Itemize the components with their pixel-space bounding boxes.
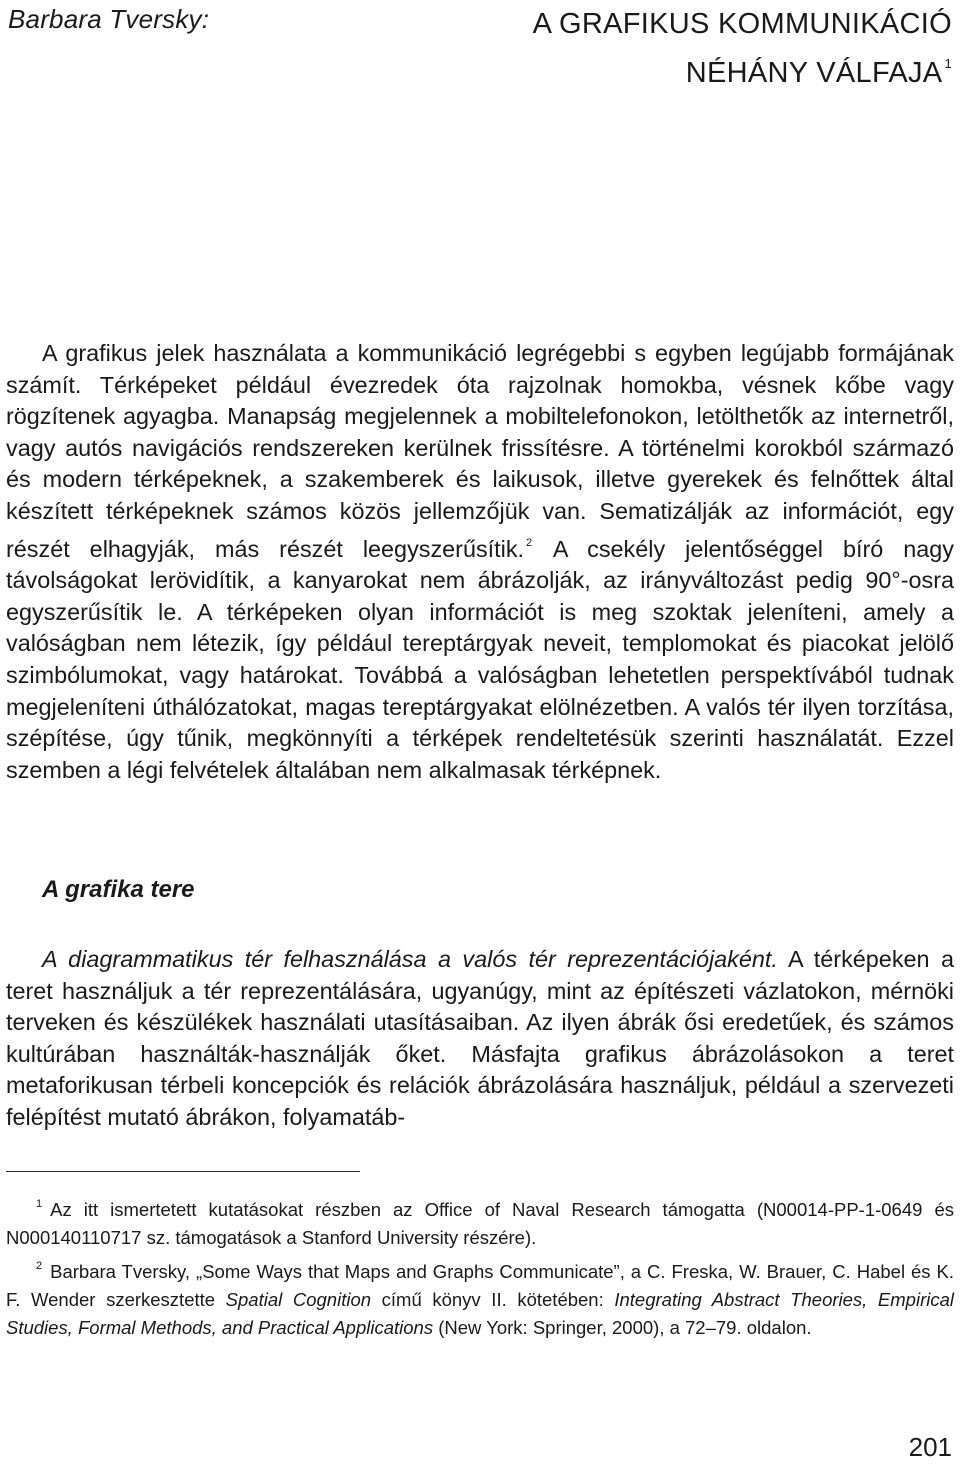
footnote-2-text-c: című könyv II. kötetében: xyxy=(371,1289,615,1310)
title-line-2 xyxy=(392,44,952,93)
page-number: 201 xyxy=(908,1432,952,1462)
section-heading: A grafika tere xyxy=(42,876,195,903)
intro-text-part1: A grafikus jelek használata a kommunikáció legrégebbi s egyben legújabb formájának számít. Térképeket például évezredek óta rajzolnak homokba, vésnek kőbe vagy rögzítenek agyagba. Manapság megjelennek a mobiltelefonokon, letölthetők az internetről, vagy autós navigációs rendszereken kerülnek frissítésre. A történelmi korokból származó és modern térképeknek, a szakemberek és laikusok, illetve gyerekek és felnőttek által készített térképeknek számos közös jellemzőjük van. Sematizálják az információt, egy részét elhagyják, más részét leegyszerűsítik. xyxy=(6,340,954,562)
footnote-2-text-e: (New York: Springer, 2000), a 72–79. oldalon. xyxy=(433,1317,812,1338)
footnote-1-number: 1 xyxy=(36,1198,43,1210)
footnote-2-book-title: Spatial Cognition xyxy=(225,1289,372,1310)
footnote-2-number: 2 xyxy=(36,1260,43,1272)
intro-paragraph xyxy=(6,338,954,786)
section-paragraph-text xyxy=(6,944,954,1134)
section-paragraph-lead: A diagrammatikus tér felhasználása a valós tér reprezentációjaként. xyxy=(42,946,778,972)
article-title xyxy=(392,4,952,93)
footnotes xyxy=(6,1190,954,1342)
footnote-2-volume-title: Integrating Abstract Theories, Empirical Studies, Formal Methods, and Practical Applications xyxy=(6,1289,954,1338)
section-paragraph-body: A térképeken a teret használjuk a tér reprezentálására, ugyanúgy, mint az építészeti vázlatokon, mérnöki terveken és készülékek használati utasításaiban. Az ilyen ábrák ősi eredetűek, és számos kultúrában használták-használják őket. Másfajta grafikus ábrázolásokon a teret metaforikusan térbeli koncepciók és relációk ábrázolására használjuk, például a szervezeti felépítést mutató ábrákon, folyamatáb- xyxy=(6,946,954,1130)
footnote-2 xyxy=(6,1252,954,1342)
author-name: Barbara Tversky: xyxy=(8,4,210,34)
footnote-1 xyxy=(6,1190,954,1252)
intro-paragraph-text xyxy=(6,338,954,786)
section-paragraph xyxy=(6,944,954,1134)
footnote-2-text-a: Barbara Tversky, „Some Ways that Maps and Graphs Communicate”, a C. Freska, W. Brauer, C. Habel és K. F. Wender szerkesztette xyxy=(6,1261,954,1310)
title-line-1: A GRAFIKUS KOMMUNIKÁCIÓ xyxy=(532,8,952,40)
title-footnote-ref[interactable]: 1 xyxy=(944,56,952,71)
footnote-divider xyxy=(6,1171,360,1172)
title-line-2-text: NÉHÁNY VÁLFAJA xyxy=(685,57,943,89)
footnote-1-text: Az itt ismertetett kutatásokat részben az Office of Naval Research támogatta (N00014-PP-1-0649 és N000140110717 sz. támogatások a Stanford University részére). xyxy=(6,1199,954,1248)
intro-text-part2: A csekély jelentőséggel bíró nagy távolságokat lerövidítik, a kanyarokat nem ábrázolják, az irányváltozást pedig 90°-osra egyszerűsítik le. A térképeken olyan információt is meg szoktak jeleníteni, amely a valóságban nem létezik, így például tereptárgyak neveit, templomokat és piacokat jelölő szimbólumokat, vagy határokat. Továbbá a valóságban lehetetlen perspektívából tudnak megjeleníteni úthálózatokat, magas tereptárgyakat elölnézetben. A valós tér ilyen torzítása, szépítése, úgy tűnik, megkönnyíti a térképek rendeltetésük szerinti használatát. Ezzel szemben a légi felvételek általában nem alkalmasak térképnek. xyxy=(6,535,954,783)
footnote-ref-2[interactable]: 2 xyxy=(526,536,533,549)
